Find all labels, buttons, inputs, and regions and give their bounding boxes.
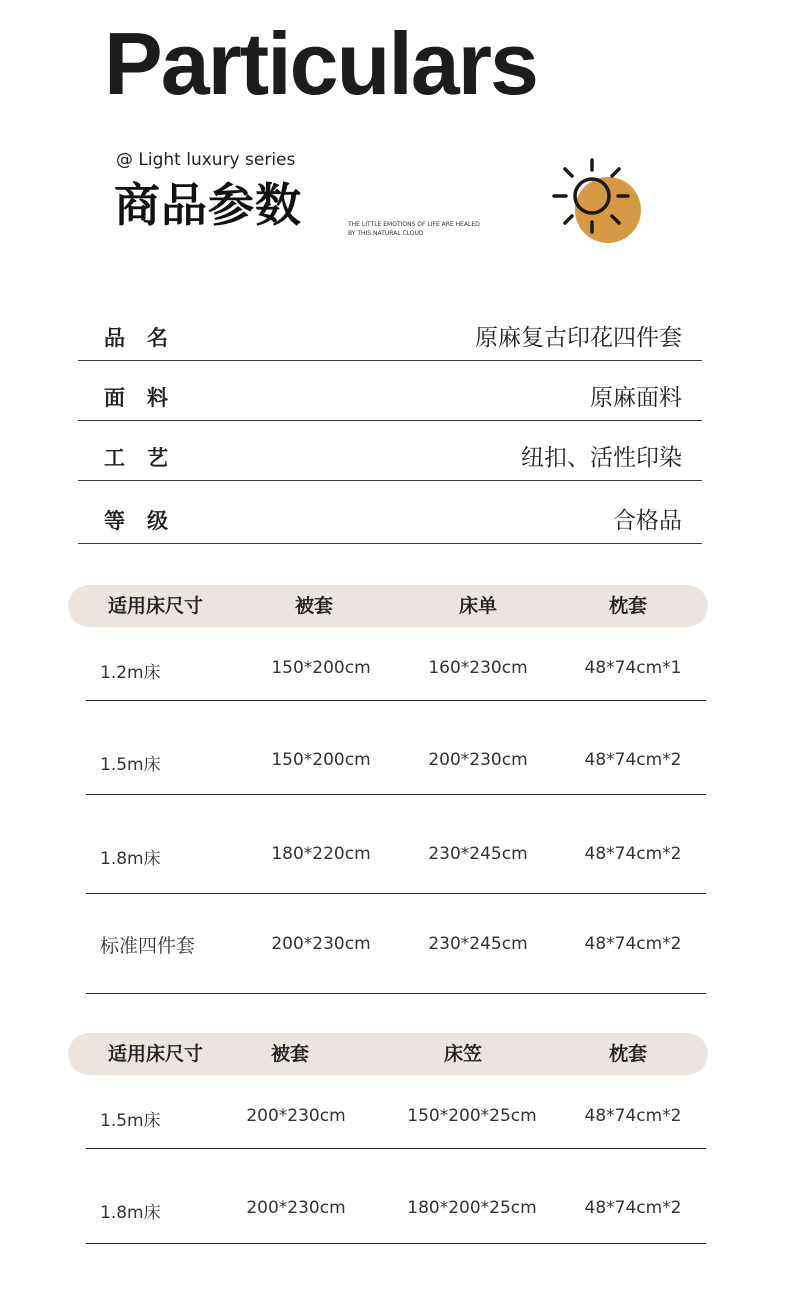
table-row bbox=[86, 627, 706, 701]
cell-duvet: 150*200cm bbox=[271, 750, 371, 770]
series-subtitle: @ Light luxury series bbox=[116, 150, 296, 170]
cell-sheet: 230*245cm bbox=[428, 934, 528, 954]
col-header-pillowcase: 枕套 bbox=[608, 595, 647, 617]
attribute-value: 纽扣、活性印染 bbox=[521, 445, 682, 471]
tagline-line-2: BY THIS NATURAL CLOUD bbox=[348, 230, 424, 237]
cell-pillowcase: 48*74cm*2 bbox=[584, 934, 682, 954]
col-header-pillowcase: 枕套 bbox=[608, 1043, 647, 1065]
cell-bed-size: 1.2m床 bbox=[100, 663, 161, 683]
cell-sheet: 160*230cm bbox=[428, 658, 528, 678]
cell-fitted-sheet: 150*200*25cm bbox=[407, 1106, 537, 1126]
page-title: Particulars bbox=[104, 14, 537, 113]
cell-duvet: 200*230cm bbox=[271, 934, 371, 954]
cell-pillowcase: 48*74cm*2 bbox=[584, 844, 682, 864]
col-header-sheet: 床单 bbox=[458, 595, 497, 617]
cell-sheet: 230*245cm bbox=[428, 844, 528, 864]
cell-duvet: 150*200cm bbox=[271, 658, 371, 678]
cell-sheet: 200*230cm bbox=[428, 750, 528, 770]
cell-pillowcase: 48*74cm*2 bbox=[584, 1198, 682, 1218]
cell-duvet: 200*230cm bbox=[246, 1198, 346, 1218]
table-header bbox=[68, 585, 708, 627]
attribute-label: 面料 bbox=[104, 386, 190, 410]
table-row bbox=[86, 893, 706, 994]
cell-pillowcase: 48*74cm*2 bbox=[584, 750, 682, 770]
cell-bed-size: 1.8m床 bbox=[100, 849, 161, 869]
attribute-label: 品名 bbox=[104, 326, 190, 350]
attribute-row bbox=[78, 360, 702, 421]
cell-duvet: 200*230cm bbox=[246, 1106, 346, 1126]
product-params-title: 商品参数 bbox=[114, 178, 302, 232]
attribute-row bbox=[78, 300, 702, 361]
tagline-line-1: THE LITTLE EMOTIONS OF LIFE ARE HEALED bbox=[348, 221, 480, 228]
col-header-bed-size: 适用床尺寸 bbox=[107, 1043, 203, 1065]
attribute-value: 原麻复古印花四件套 bbox=[475, 325, 682, 351]
cell-bed-size: 1.5m床 bbox=[100, 755, 161, 775]
cell-duvet: 180*220cm bbox=[271, 844, 371, 864]
table-row bbox=[86, 1148, 706, 1244]
col-header-duvet: 被套 bbox=[294, 595, 333, 617]
cell-pillowcase: 48*74cm*1 bbox=[584, 658, 682, 678]
table-row bbox=[86, 794, 706, 894]
cell-pillowcase: 48*74cm*2 bbox=[584, 1106, 682, 1126]
cell-fitted-sheet: 180*200*25cm bbox=[407, 1198, 537, 1218]
table-row bbox=[86, 1075, 706, 1149]
table-header bbox=[68, 1033, 708, 1075]
tagline bbox=[348, 220, 488, 238]
attribute-label: 工艺 bbox=[104, 446, 190, 470]
attribute-row bbox=[78, 420, 702, 481]
attribute-value: 原麻面料 bbox=[590, 385, 682, 411]
attribute-row bbox=[78, 483, 702, 544]
cell-bed-size: 标准四件套 bbox=[100, 935, 196, 957]
attribute-value: 合格品 bbox=[613, 508, 682, 534]
col-header-duvet: 被套 bbox=[270, 1043, 309, 1065]
cell-bed-size: 1.5m床 bbox=[100, 1111, 161, 1131]
col-header-fitted-sheet: 床笠 bbox=[443, 1043, 482, 1065]
cell-bed-size: 1.8m床 bbox=[100, 1203, 161, 1223]
table-row bbox=[86, 700, 706, 795]
col-header-bed-size: 适用床尺寸 bbox=[107, 595, 203, 617]
attribute-label: 等级 bbox=[104, 509, 190, 533]
sun-icon bbox=[548, 152, 648, 252]
